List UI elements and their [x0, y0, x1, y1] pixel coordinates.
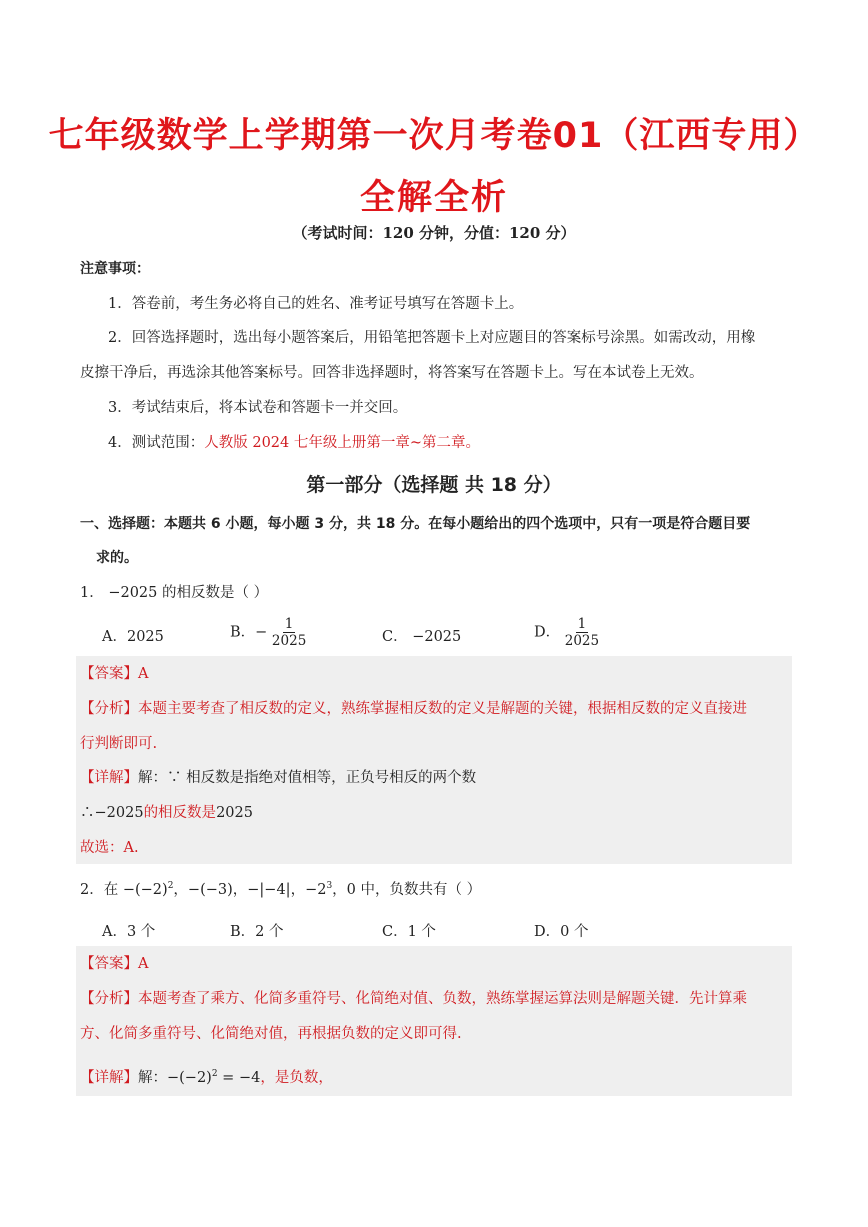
- q1-conclusion-text: 的相反数是: [143, 805, 217, 821]
- q1-option-d: [534, 616, 599, 649]
- fraction-numerator: 1: [284, 616, 294, 632]
- q2-separator: ，: [290, 881, 306, 898]
- q2-detail-suffix: ，是负数，: [260, 1069, 333, 1086]
- q2-stem-prefix: 2．在: [80, 881, 119, 898]
- q1-answer: 【答案】A: [80, 666, 149, 682]
- q1-option-b-fraction: [272, 616, 306, 649]
- q2-detail-tag: 【详解】: [80, 1069, 138, 1086]
- q2-option-d: D．0 个: [534, 924, 589, 940]
- q2-detail-expr: $-(-2)^2 = -4$: [167, 1069, 261, 1086]
- question-2-stem: [80, 876, 481, 900]
- q2-analysis-cont: 方、化简多重符号、化简绝对值，再根据负数的定义即可得.: [80, 1026, 462, 1042]
- notice-item-4-prefix: 4．测试范围：: [108, 435, 205, 451]
- section-instruction: 一、选择题：本题共 6 小题，每小题 3 分，共 18 分。在每小题给出的四个选项中，只有一项是符合题目要: [80, 516, 751, 532]
- q2-option-b: B．2 个: [230, 924, 284, 940]
- q1-option-a: A．2025: [102, 629, 164, 645]
- q2-expr-4: $-2^3$: [305, 881, 333, 898]
- q1-detail-text: 解：∵ 相反数是指绝对值相等，正负号相反的两个数: [138, 770, 477, 786]
- notice-heading: 注意事项：: [80, 261, 150, 277]
- q2-analysis: 【分析】本题考查了乘方、化简多重符号、化简绝对值、负数，熟练掌握运算法则是解题关键．先计算乘: [80, 991, 747, 1007]
- section-instruction-cont: 求的。: [96, 550, 138, 566]
- exam-meta: （考试时间：120 分钟，分值：120 分）: [292, 224, 576, 242]
- part-title: 第一部分（选择题 共 18 分）: [306, 474, 562, 496]
- q2-answer: 【答案】A: [80, 956, 149, 972]
- q1-option-d-fraction: [565, 616, 599, 649]
- notice-item-4: [108, 433, 480, 453]
- q2-separator: ，: [173, 881, 188, 898]
- q1-conclusion: [80, 803, 253, 823]
- q2-expr-1: $-(-2)^2$: [122, 881, 174, 898]
- q1-analysis-cont: 行判断即可.: [80, 736, 158, 752]
- question-1-stem: 1． −2025 的相反数是（ ）: [80, 585, 269, 601]
- q1-option-d-prefix: D．: [534, 624, 561, 641]
- fraction-denominator: 2025: [271, 633, 307, 649]
- page-subtitle: 全解全析: [359, 178, 508, 218]
- q1-detail-tag: 【详解】: [80, 770, 138, 786]
- notice-item-4-scope: 人教版 2024 七年级上册第一章~第二章。: [204, 435, 481, 451]
- q1-solution-box: [76, 656, 792, 864]
- notice-item-2: 2．回答选择题时，选出每小题答案后，用铅笔把答题卡上对应题目的答案标号涂黑。如需改动，用橡: [108, 330, 756, 346]
- q2-option-a: A．3 个: [102, 924, 156, 940]
- q1-conclusion-value: 2025: [216, 805, 253, 821]
- q1-detail: [80, 768, 476, 788]
- notice-item-2-cont: 皮擦干净后，再选涂其他答案标号。回答非选择题时，将答案写在答题卡上。写在本试卷上无效。: [80, 365, 704, 381]
- notice-item-3: 3．考试结束后，将本试卷和答题卡一并交回。: [108, 400, 408, 416]
- q1-choice: 故选：A.: [80, 840, 139, 856]
- q2-detail-prefix: 解：: [138, 1069, 167, 1086]
- fraction-numerator: 1: [577, 616, 587, 632]
- q1-option-c: C． −2025: [382, 629, 462, 645]
- fraction-denominator: 2025: [564, 633, 600, 649]
- q2-stem-suffix: ，0 中，负数共有（ ）: [332, 881, 482, 898]
- q2-detail: [80, 1064, 333, 1088]
- q1-option-b: [230, 616, 306, 649]
- q2-expr-3: −|−4|: [247, 881, 291, 898]
- q1-analysis: 【分析】本题主要考查了相反数的定义，熟练掌握相反数的定义是解题的关键，根据相反数的定义直接进: [80, 701, 747, 717]
- q1-option-b-prefix: B．−: [230, 624, 268, 641]
- notice-item-1: 1．答卷前，考生务必将自己的姓名、准考证号填写在答题卡上。: [108, 296, 524, 312]
- q1-conclusion-math: ∴−2025: [80, 805, 144, 821]
- page-title: 七年级数学上学期第一次月考卷01（江西专用）: [48, 116, 820, 156]
- q2-option-c: C．1 个: [382, 924, 436, 940]
- q2-separator: ，: [232, 881, 248, 898]
- q2-expr-2: −(−3): [187, 881, 233, 898]
